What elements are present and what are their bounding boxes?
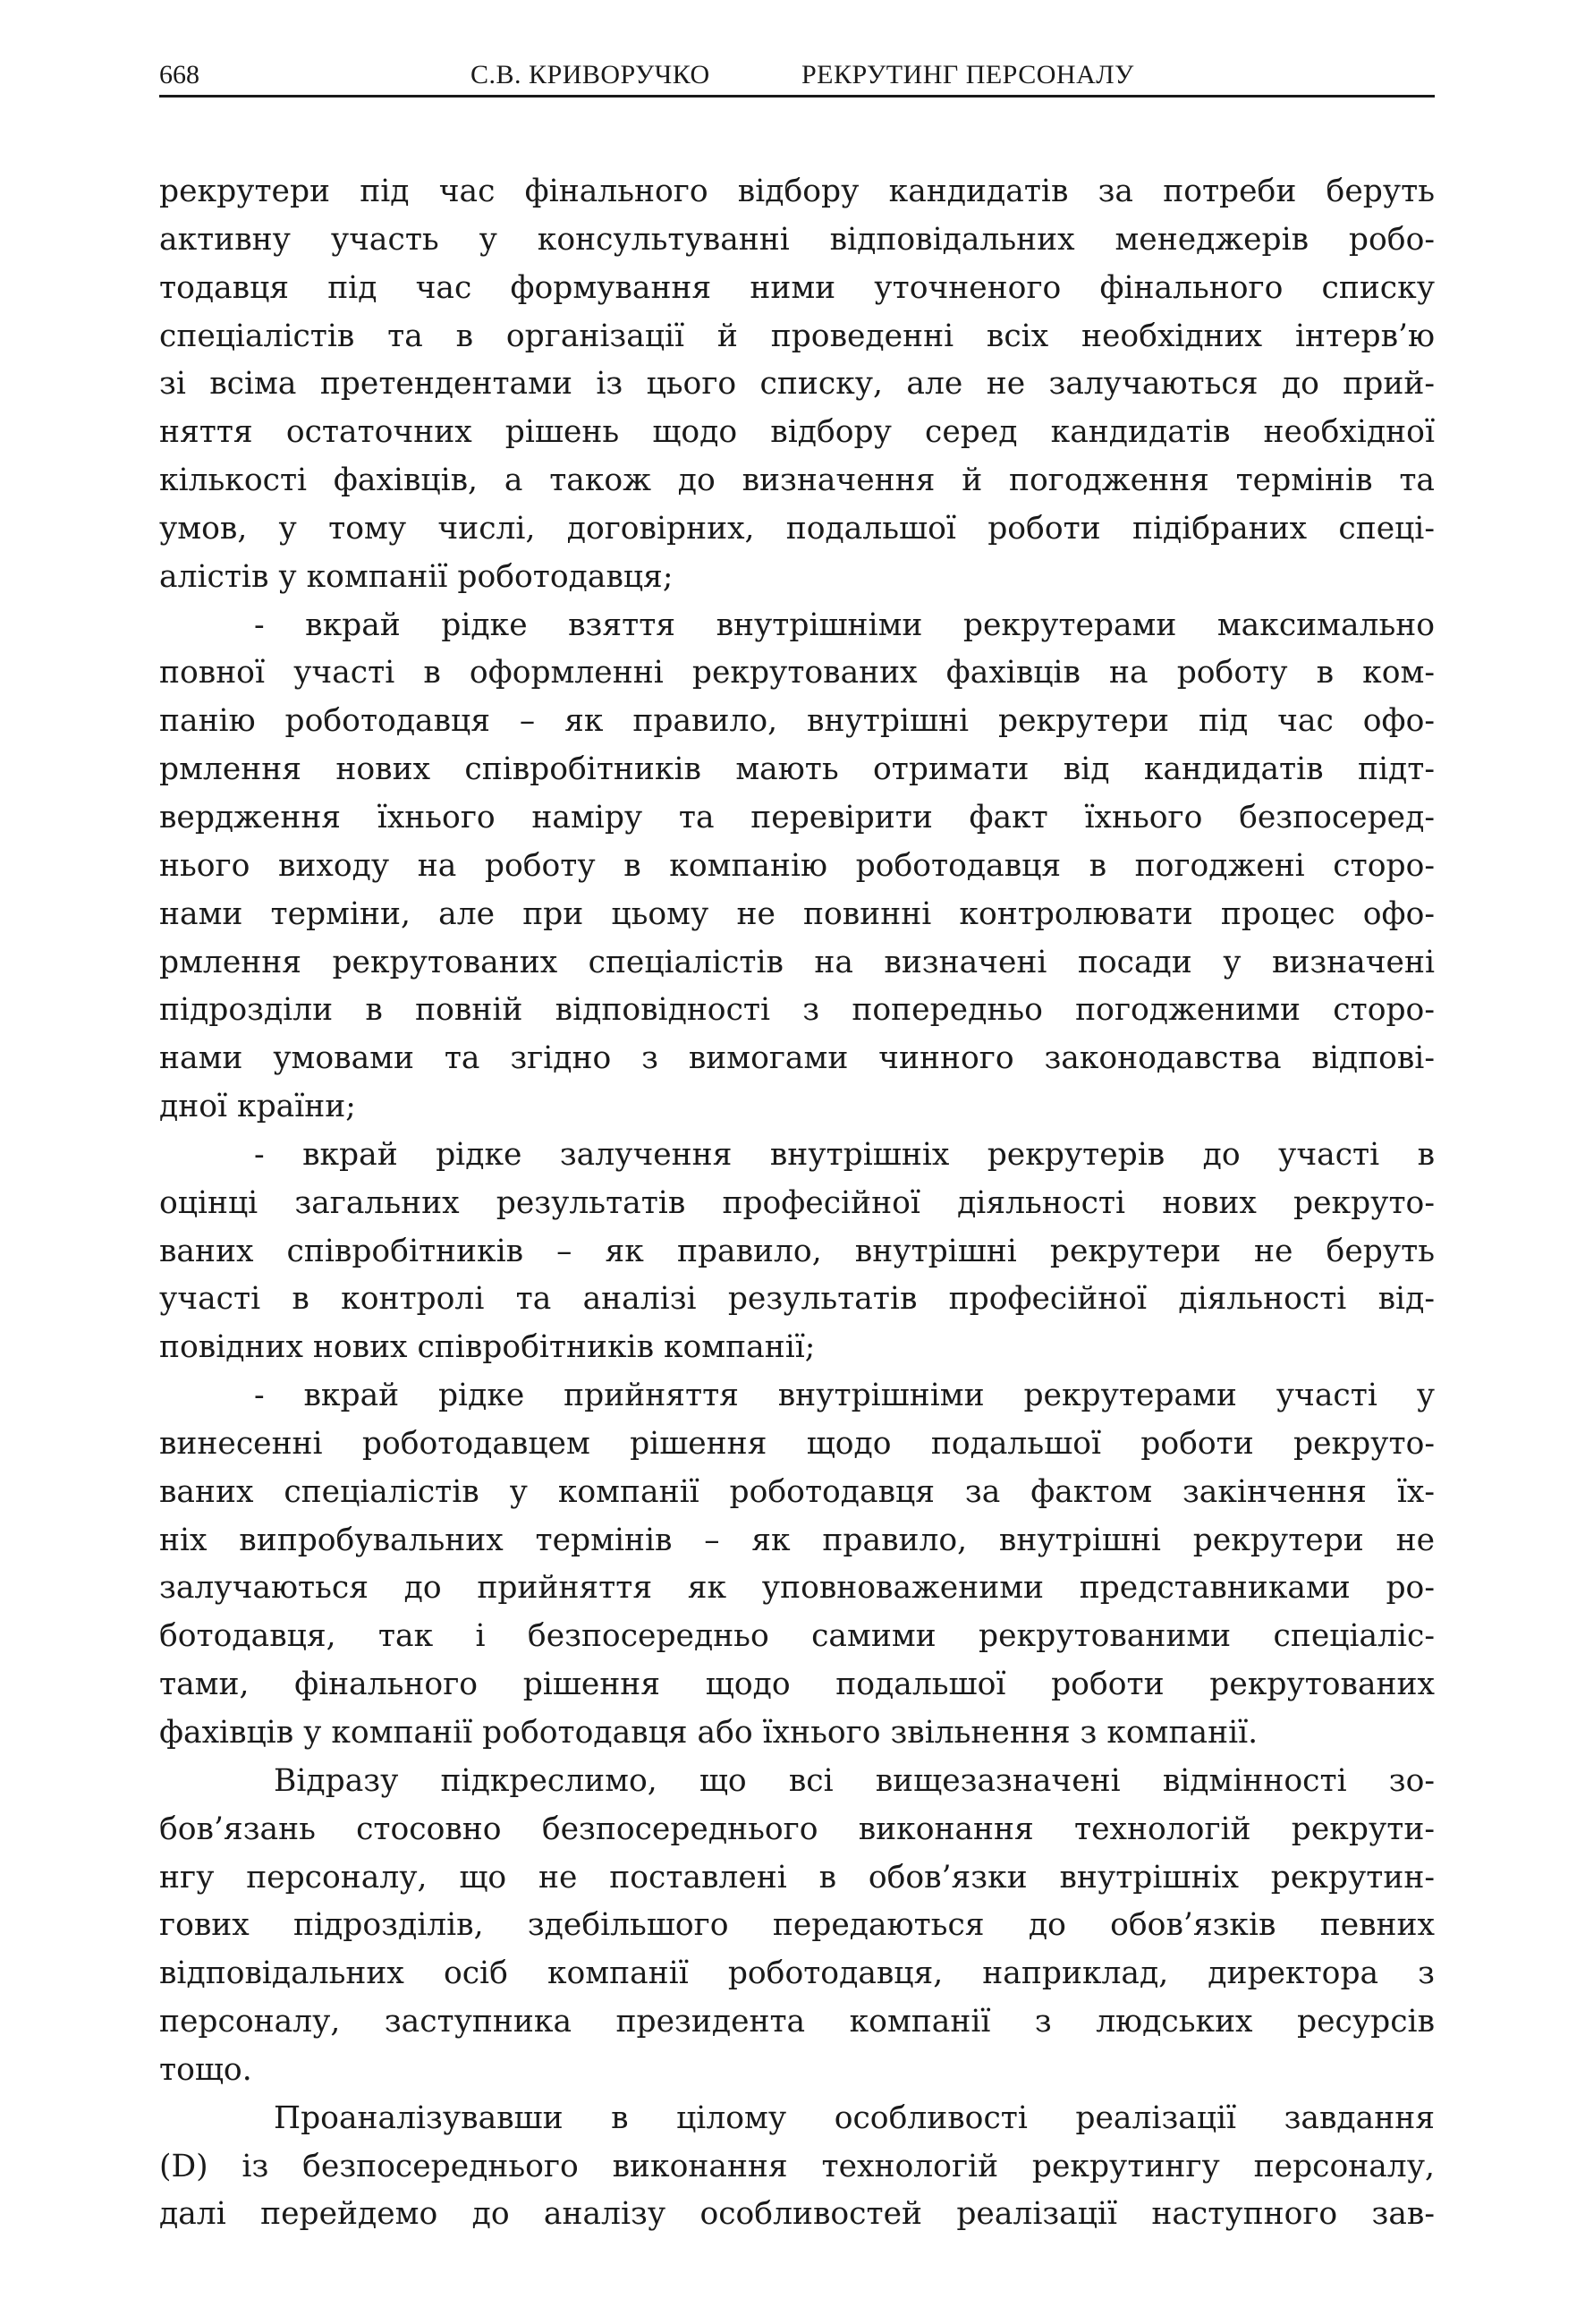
text-line: умов, у тому числі, договірних, подальшої роботи підібраних спеці- [159, 510, 1435, 547]
text-line: тодавця під час формування ними уточненого фінального списку [159, 269, 1435, 306]
text-line: ніх випробувальних термінів – як правило, внутрішні рекрутери не [159, 1522, 1435, 1558]
text-line: рмлення рекрутованих спеціалістів на визначені посади у визначені [159, 944, 1435, 980]
text-line: ваних спеціалістів у компанії роботодавця за фактом закінчення їх- [159, 1473, 1435, 1510]
text-line: залучаються до прийняття як уповноваженими представниками ро- [159, 1570, 1435, 1607]
text-line: підрозділи в повній відповідності з попередньо погодженими сторо- [159, 992, 1435, 1029]
text-line: кількості фахівців, а також до визначення й погодження термінів та [159, 462, 1435, 499]
text-line: тами, фінального рішення щодо подальшої роботи рекрутованих [159, 1667, 1435, 1703]
text-line: Проаналізувавши в цілому особливості реалізації завдання [274, 2099, 1435, 2136]
text-line: Відразу підкреслимо, що всі вищезазначені відмінності зо- [274, 1762, 1435, 1799]
text-line: рекрутери під час фінального відбору кандидатів за потреби беруть [159, 174, 1435, 209]
text-line: нами умовами та згідно з вимогами чинного законодавства відпові- [159, 1040, 1435, 1077]
text-line: відповідальних осіб компанії роботодавця, наприклад, директора з [159, 1955, 1435, 1992]
text-line: зі всіма претендентами із цього списку, але не залучаються до прий- [159, 366, 1435, 403]
paragraph [159, 168, 1435, 602]
text-line: няття остаточних рішень щодо відбору серед кандидатів необхідної [159, 414, 1435, 451]
text-line: нього виходу на роботу в компанію роботодавця в погоджені сторо- [159, 847, 1435, 884]
paragraph [159, 1132, 1435, 1372]
text-line: активну участь у консультуванні відповідальних менеджерів робо- [159, 221, 1435, 258]
running-header [159, 55, 1435, 98]
paragraph [159, 1372, 1435, 1758]
header-book-title: РЕКРУТИНГ ПЕРСОНАЛУ [801, 60, 1134, 89]
text-line: ваних співробітників – як правило, внутрішні рекрутери не беруть [159, 1233, 1435, 1269]
paragraph [159, 2095, 1435, 2240]
text-line: оцінці загальних результатів професійної діяльності нових рекруто- [159, 1184, 1435, 1221]
page-number: 668 [159, 60, 199, 89]
paragraph [159, 1758, 1435, 2095]
text-line: панію роботодавця – як правило, внутрішні рекрутери під час офо- [159, 703, 1435, 740]
text-line: ботодавця, так і безпосередньо самими рекрутованими спеціаліс- [159, 1618, 1435, 1655]
text-line: повідних нових співробітників компанії; [159, 1329, 816, 1366]
text-line: тощо. [159, 2051, 252, 2088]
text-line: винесенні роботодавцем рішення щодо подальшої роботи рекруто- [159, 1425, 1435, 1462]
text-line: гових підрозділів, здебільшого передаються до обов’язків певних [159, 1907, 1435, 1944]
body-text [159, 168, 1435, 2239]
text-line: дної країни; [159, 1089, 356, 1125]
text-line: персоналу, заступника президента компанії з людських ресурсів [159, 2004, 1435, 2040]
text-line: - вкрай рідке взяття внутрішніми рекрутерами максимально [254, 606, 1435, 643]
text-line: алістів у компанії роботодавця; [159, 558, 674, 595]
text-line: вердження їхнього наміру та перевірити факт їхнього безпосеред- [159, 799, 1435, 835]
text-line: далі перейдемо до аналізу особливостей реалізації наступного зав- [159, 2196, 1435, 2233]
text-line: спеціалістів та в організації й проведенні всіх необхідних інтерв’ю [159, 318, 1435, 354]
text-line: - вкрай рідке залучення внутрішніх рекрутерів до участі в [254, 1136, 1435, 1173]
header-author: С.В. КРИВОРУЧКО [470, 60, 710, 89]
text-line: (D) із безпосереднього виконання технологій рекрутингу персоналу, [159, 2148, 1435, 2184]
text-line: - вкрай рідке прийняття внутрішніми рекрутерами участі у [254, 1378, 1435, 1414]
paragraph [159, 602, 1435, 1132]
text-line: участі в контролі та аналізі результатів професійної діяльності від- [159, 1281, 1435, 1318]
text-line: фахівців у компанії роботодавця або їхнього звільнення з компанії. [159, 1715, 1259, 1751]
text-line: рмлення нових співробітників мають отримати від кандидатів підт- [159, 751, 1435, 788]
text-line: нгу персоналу, що не поставлені в обов’язки внутрішніх рекрутин- [159, 1859, 1435, 1896]
text-line: бов’язань стосовно безпосереднього виконання технологій рекрути- [159, 1811, 1435, 1847]
text-line: нами терміни, але при цьому не повинні контролювати процес офо- [159, 895, 1435, 932]
text-line: повної участі в оформленні рекрутованих фахівців на роботу в ком- [159, 655, 1435, 691]
